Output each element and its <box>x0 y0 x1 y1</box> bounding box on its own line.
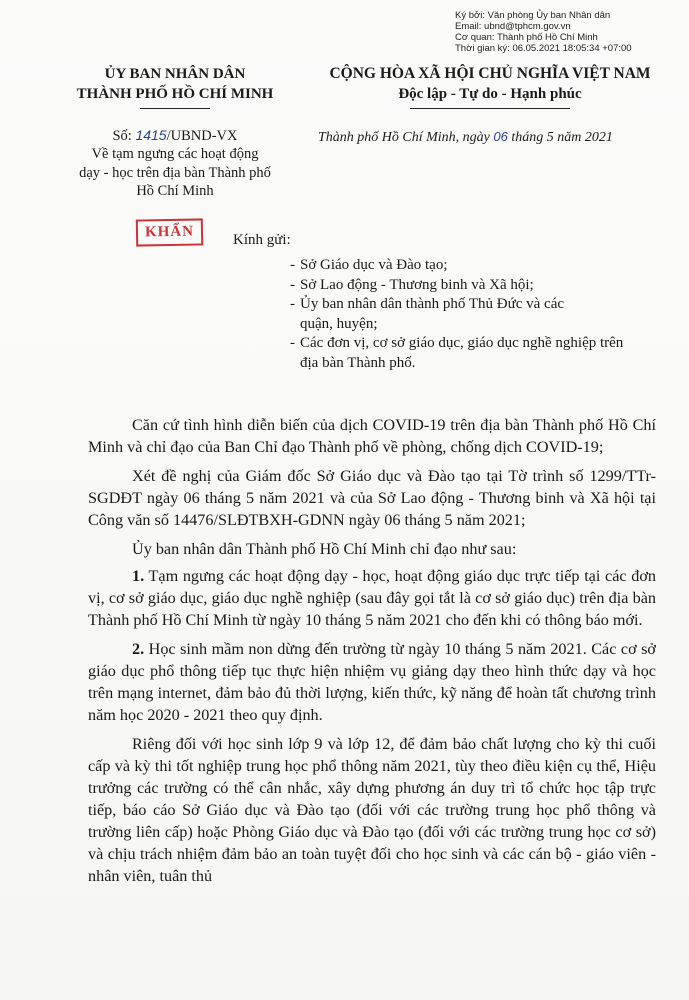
place-date-day: 06 <box>493 129 508 144</box>
issuer-line-1: ỦY BAN NHÂN DÂN <box>104 66 246 82</box>
recipient-list <box>290 256 670 373</box>
recipient-item: - Các đơn vị, cơ sở giáo dục, giáo dục nghề nghiệp trên địa bàn Thành phố. <box>290 334 640 373</box>
body-paragraph-item-1 <box>88 565 656 631</box>
recipient-item: - Ủy ban nhân dân thành phố Thủ Đức và các quận, huyện; <box>290 295 590 334</box>
national-header <box>305 64 675 109</box>
signature-agency: Cơ quan: Thành phố Hồ Chí Minh <box>455 32 598 43</box>
national-motto: Độc lập - Tự do - Hạnh phúc <box>398 86 582 102</box>
issuer-underline <box>140 108 210 109</box>
document-subject <box>60 145 290 201</box>
place-date-after: tháng 5 năm 2021 <box>507 130 613 145</box>
subject-line: dạy - học trên địa bàn Thành phố <box>79 164 271 181</box>
place-and-date <box>318 128 688 147</box>
signature-email: Email: ubnd@tphcm.gov.vn <box>455 21 571 32</box>
signature-signer: Ký bởi: Văn phòng Ủy ban Nhân dân <box>455 10 611 21</box>
addressee-label: Kính gửi: <box>233 232 291 248</box>
body-paragraph-basis: Căn cứ tình hình diễn biến của dịch COVID-19 trên địa bàn Thành phố Hồ Chí Minh và chỉ đạo của Ban Chỉ đạo Thành phố về phòng, chống dịch COVID-19; <box>88 416 656 456</box>
subject-line: Về tạm ngưng các hoạt động <box>91 146 259 162</box>
item-2-text: Học sinh mầm non dừng đến trường từ ngày 10 tháng 5 năm 2021. Các cơ sở giáo dục phổ thông tiếp tục thực hiện nhiệm vụ giảng dạy theo hình thức dạy và học trên mạng internet, đảm bảo đủ thời lượng, kiến thức, kỹ năng để hoàn tất chương trình năm học 2020 - 2021 theo quy định. <box>88 640 656 724</box>
signature-time: Thời gian ký: 06.05.2021 18:05:34 +07:00 <box>455 43 632 54</box>
document-body <box>88 414 656 894</box>
body-paragraph-grade-9-12: Riêng đối với học sinh lớp 9 và lớp 12, để đảm bảo chất lượng cho kỳ thi cuối cấp và kỳ thi tốt nghiệp trung học phổ thông năm 2021, tùy theo điều kiện cụ thể, Hiệu trưởng các trường có thể cân nhắc, xây dựng phương án duy trì tổ chức học tập trực tiếp, báo cáo Sở Giáo dục và Đào tạo (đối với các trường trung học phổ thông và trường liên cấp) hoặc Phòng Giáo dục và Đào tạo (đối với các trường trung học cơ sở) và chịu trách nhiệm đảm bảo an toàn tuyệt đối cho học sinh và các cán bộ - giáo viên - nhân viên, tuân thủ <box>88 735 656 885</box>
doc-number-handwritten: 1415 <box>135 127 167 143</box>
item-1-number: 1. <box>132 567 145 585</box>
issuer-header <box>60 64 290 109</box>
body-paragraph-item-2 <box>88 638 656 726</box>
body-paragraph-directive-intro: Ủy ban nhân dân Thành phố Hồ Chí Minh chỉ đạo như sau: <box>132 540 517 558</box>
recipient-item: - Sở Lao động - Thương binh và Xã hội; <box>290 276 670 296</box>
document-number <box>60 126 290 145</box>
digital-signature-block <box>455 10 687 54</box>
motto-underline <box>410 108 570 109</box>
nation-title: CỘNG HÒA XÃ HỘI CHỦ NGHĨA VIỆT NAM <box>329 65 651 82</box>
item-1-text: Tạm ngưng các hoạt động dạy - học, hoạt động giáo dục trực tiếp tại các đơn vị, cơ sở giáo dục, giáo dục nghề nghiệp (sau đây gọi tắt là cơ sở giáo dục) trên địa bàn Thành phố Hồ Chí Minh từ ngày 10 tháng 5 năm 2021 cho đến khi có thông báo mới. <box>88 567 656 629</box>
subject-line: Hồ Chí Minh <box>136 183 214 199</box>
doc-number-suffix: /UBND-VX <box>166 128 238 144</box>
issuer-line-2: THÀNH PHỐ HỒ CHÍ MINH <box>76 86 274 102</box>
recipient-item: - Sở Giáo dục và Đào tạo; <box>290 256 670 276</box>
item-2-number: 2. <box>132 640 145 658</box>
body-paragraph-proposal: Xét đề nghị của Giám đốc Sở Giáo dục và Đào tạo tại Tờ trình số 1299/TTr-SGDĐT ngày 06 tháng 5 năm 2021 và của Sở Lao động - Thương binh và Xã hội tại Công văn số 14476/SLĐTBXH-GDNN ngày 06 tháng 5 năm 2021; <box>88 467 656 529</box>
doc-number-prefix: Số: <box>112 128 136 144</box>
place-date-before: Thành phố Hồ Chí Minh, ngày <box>318 130 494 145</box>
urgent-stamp: KHẨN <box>136 218 203 246</box>
